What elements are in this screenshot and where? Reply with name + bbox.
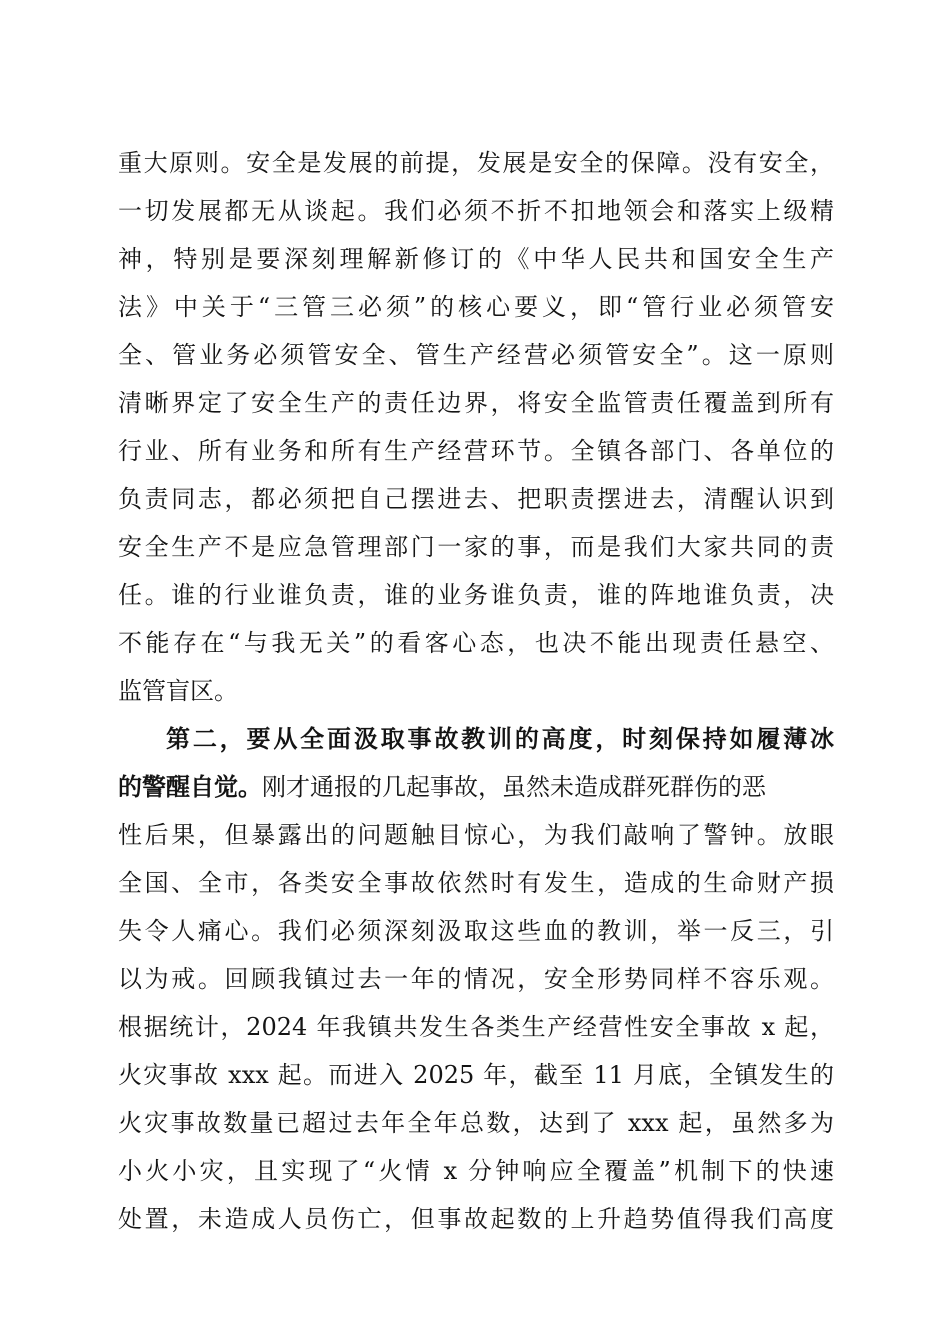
text-line: 负责同志，都必须把自己摆进去、把职责摆进去，清醒认识到 (118, 485, 834, 513)
text-line: 以为戒。回顾我镇过去一年的情况，安全形势同样不容乐观。 (118, 965, 834, 993)
text-line: 处置，未造成人员伤亡，但事故起数的上升趋势值得我们高度 (118, 1205, 834, 1233)
text-line: 失令人痛心。我们必须深刻汲取这些血的教训，举一反三，引 (118, 917, 834, 945)
text-line: 小火小灾，且实现了“火情 x 分钟响应全覆盖”机制下的快速 (118, 1157, 834, 1185)
text-line: 神，特别是要深刻理解新修订的《中华人民共和国安全生产 (118, 245, 834, 273)
text-line: 不能存在“与我无关”的看客心态，也决不能出现责任悬空、 (118, 629, 834, 657)
text-line: 根据统计，2024 年我镇共发生各类生产经营性安全事故 x 起， (118, 1013, 834, 1041)
text-line: 全、管业务必须管安全、管生产经营必须管安全”。这一原则 (118, 341, 834, 369)
section-heading-end: 的警醒自觉。 (118, 772, 262, 801)
text-line: 性后果，但暴露出的问题触目惊心，为我们敲响了警钟。放眼 (118, 821, 834, 849)
text-fragment: 刚才通报的几起事故，虽然未造成群死群伤的恶 (262, 773, 766, 801)
text-line: 火灾事故数量已超过去年全年总数，达到了 xxx 起，虽然多为 (118, 1109, 834, 1137)
section-heading-line: 第二，要从全面汲取事故教训的高度，时刻保持如履薄冰 (166, 724, 834, 753)
text-line: 重大原则。安全是发展的前提，发展是安全的保障。没有安全， (118, 149, 834, 177)
text-line: 监管盲区。 (118, 677, 238, 705)
text-line: 清晰界定了安全生产的责任边界，将安全监管责任覆盖到所有 (118, 389, 834, 417)
text-line: 行业、所有业务和所有生产经营环节。全镇各部门、各单位的 (118, 437, 834, 465)
text-line: 安全生产不是应急管理部门一家的事，而是我们大家共同的责 (118, 533, 834, 561)
text-line: 全国、全市，各类安全事故依然时有发生，造成的生命财产损 (118, 869, 834, 897)
text-line: 一切发展都无从谈起。我们必须不折不扣地领会和落实上级精 (118, 197, 834, 225)
text-line: 任。谁的行业谁负责，谁的业务谁负责，谁的阵地谁负责，决 (118, 581, 834, 609)
text-line: 火灾事故 xxx 起。而进入 2025 年，截至 11 月底，全镇发生的 (118, 1061, 834, 1089)
mixed-line (118, 767, 834, 807)
text-line: 法》中关于“三管三必须”的核心要义，即“管行业必须管安 (118, 293, 834, 321)
